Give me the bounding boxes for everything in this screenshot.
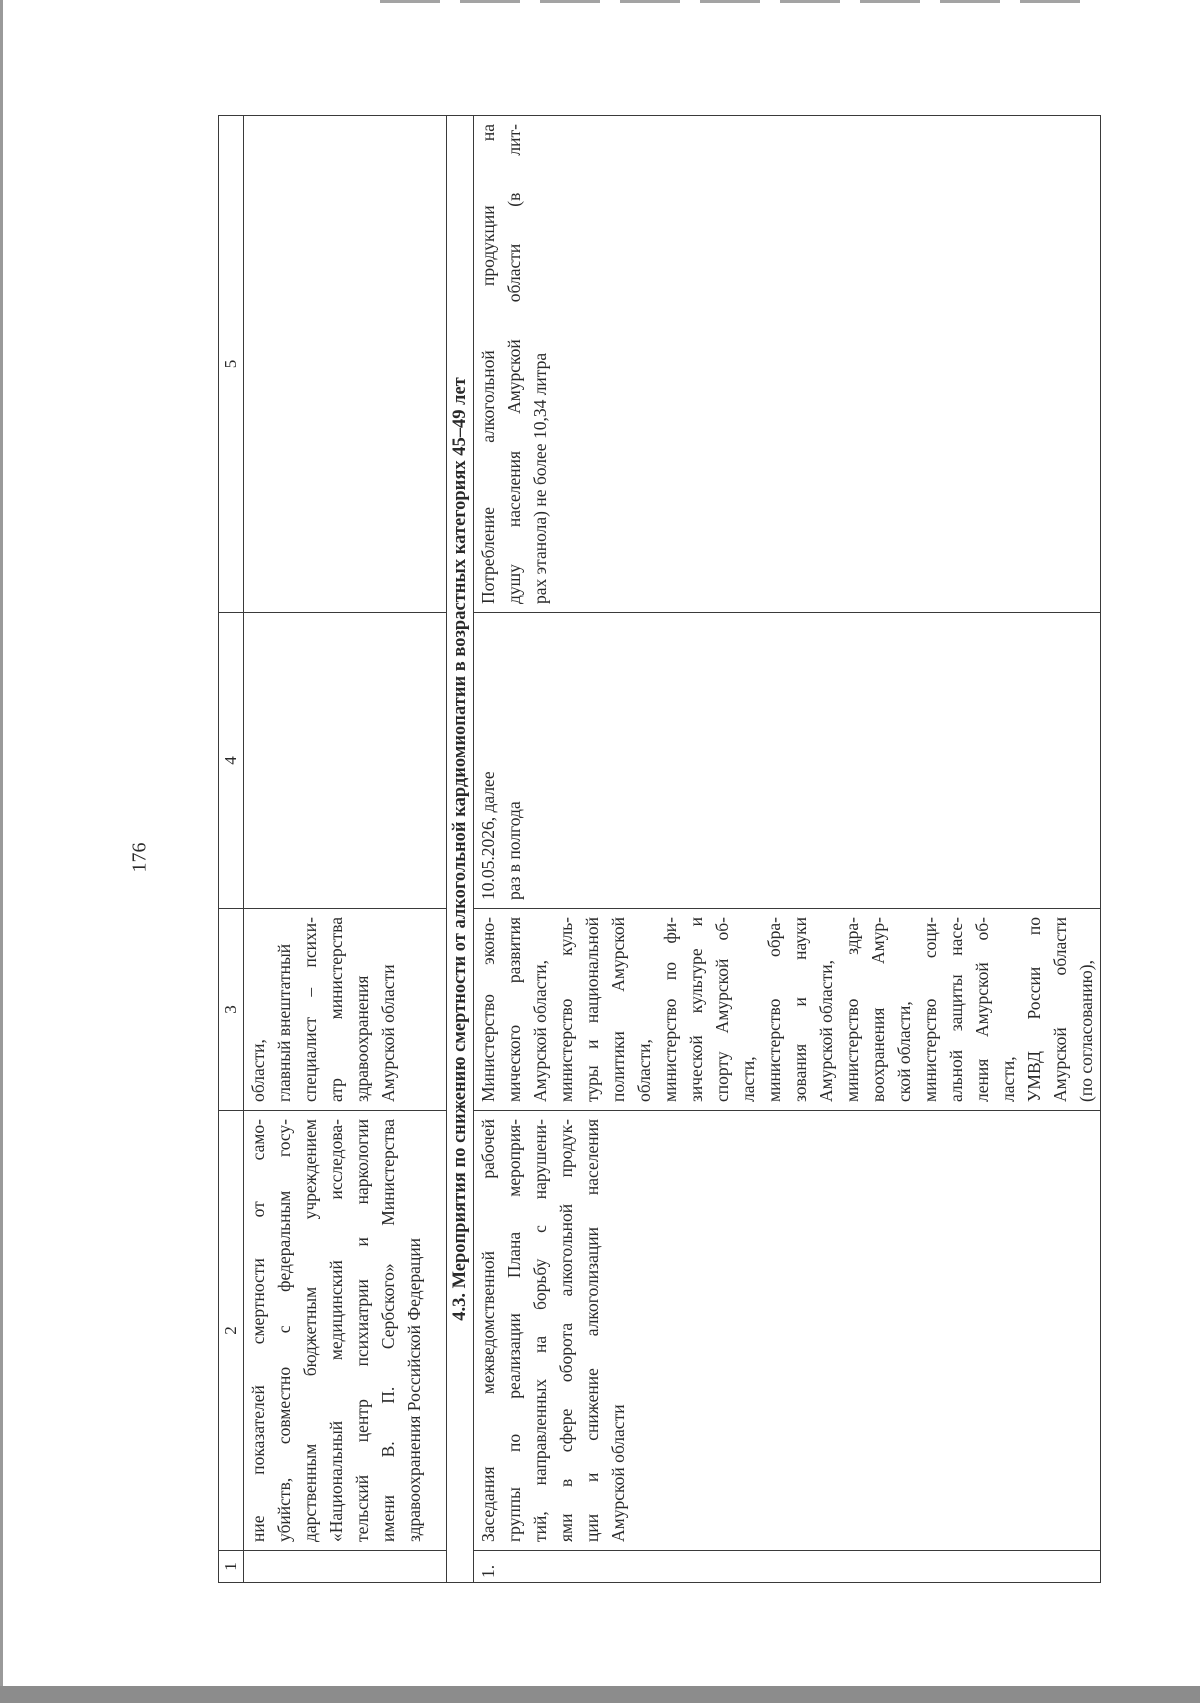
- column-header-4: 4: [219, 613, 244, 909]
- column-header-3: 3: [219, 909, 244, 1111]
- cell-responsible: области, главный внештатный специалист – психи- атр министерства здравоохранения Амурской области: [244, 909, 447, 1111]
- column-header-1: 1: [219, 1551, 244, 1583]
- rotated-table-container: [218, 116, 1101, 1583]
- cell-deadline: [244, 613, 447, 909]
- cell-responsible: Министерство эконо- мического развития Амурской области, министерство куль- туры и национальной политики Амурской области, министерство по фи- зической культуре и спорту Амурской об- ласти, министерство обра- зования и науки Амурской области, министерство здра- воохранения Амур- ской области, министерство соци- альной защиты насе- ления Амурской об- ласти, УМВД России по Амурской области (по согласованию),: [474, 909, 1101, 1111]
- cell-measure-description: ние показателей смертности от само- убийств, совместно с федеральным госу- дарственным бюджетным учреждением «Национальный медицинский исследова- тельский центр психиатрии и наркологии имени В. П. Сербского» Министерства здравоохранения Российской Федерации: [244, 1111, 447, 1551]
- column-header-5: 5: [219, 116, 244, 613]
- scan-edge-top: [380, 0, 1080, 3]
- measures-table: [218, 115, 1101, 1583]
- scan-edge-bottom: [0, 1686, 1200, 1703]
- table-row: [474, 116, 1101, 1583]
- cell-result: Потребление алкогольной продукции на душу населения Амурской области (в лит- рах этанола) не более 10,34 литра: [474, 116, 1101, 613]
- table-row-continuation: [244, 116, 447, 1583]
- section-title: 4.3. Мероприятия по снижению смертности от алкогольной кардиомиопатии в возрастных категориях 45–49 лет: [447, 116, 474, 1583]
- cell-result: [244, 116, 447, 613]
- cell-measure-description: Заседания межведомственной рабочей группы по реализации Плана мероприя- тий, направленных на борьбу с нарушени- ями в сфере оборота алкогольной продук- ции и снижение алкоголизации населения Амурской области: [474, 1111, 1101, 1551]
- page-number: 176: [128, 842, 151, 873]
- row-number: 1.: [474, 1551, 1101, 1583]
- scan-edge-left: [0, 0, 3, 1703]
- section-heading-row: [447, 116, 474, 1583]
- column-header-2: 2: [219, 1111, 244, 1551]
- cell-number: [244, 1551, 447, 1583]
- table-header-row: [219, 116, 244, 1583]
- cell-deadline: 10.05.2026, далее раз в полгода: [474, 613, 1101, 909]
